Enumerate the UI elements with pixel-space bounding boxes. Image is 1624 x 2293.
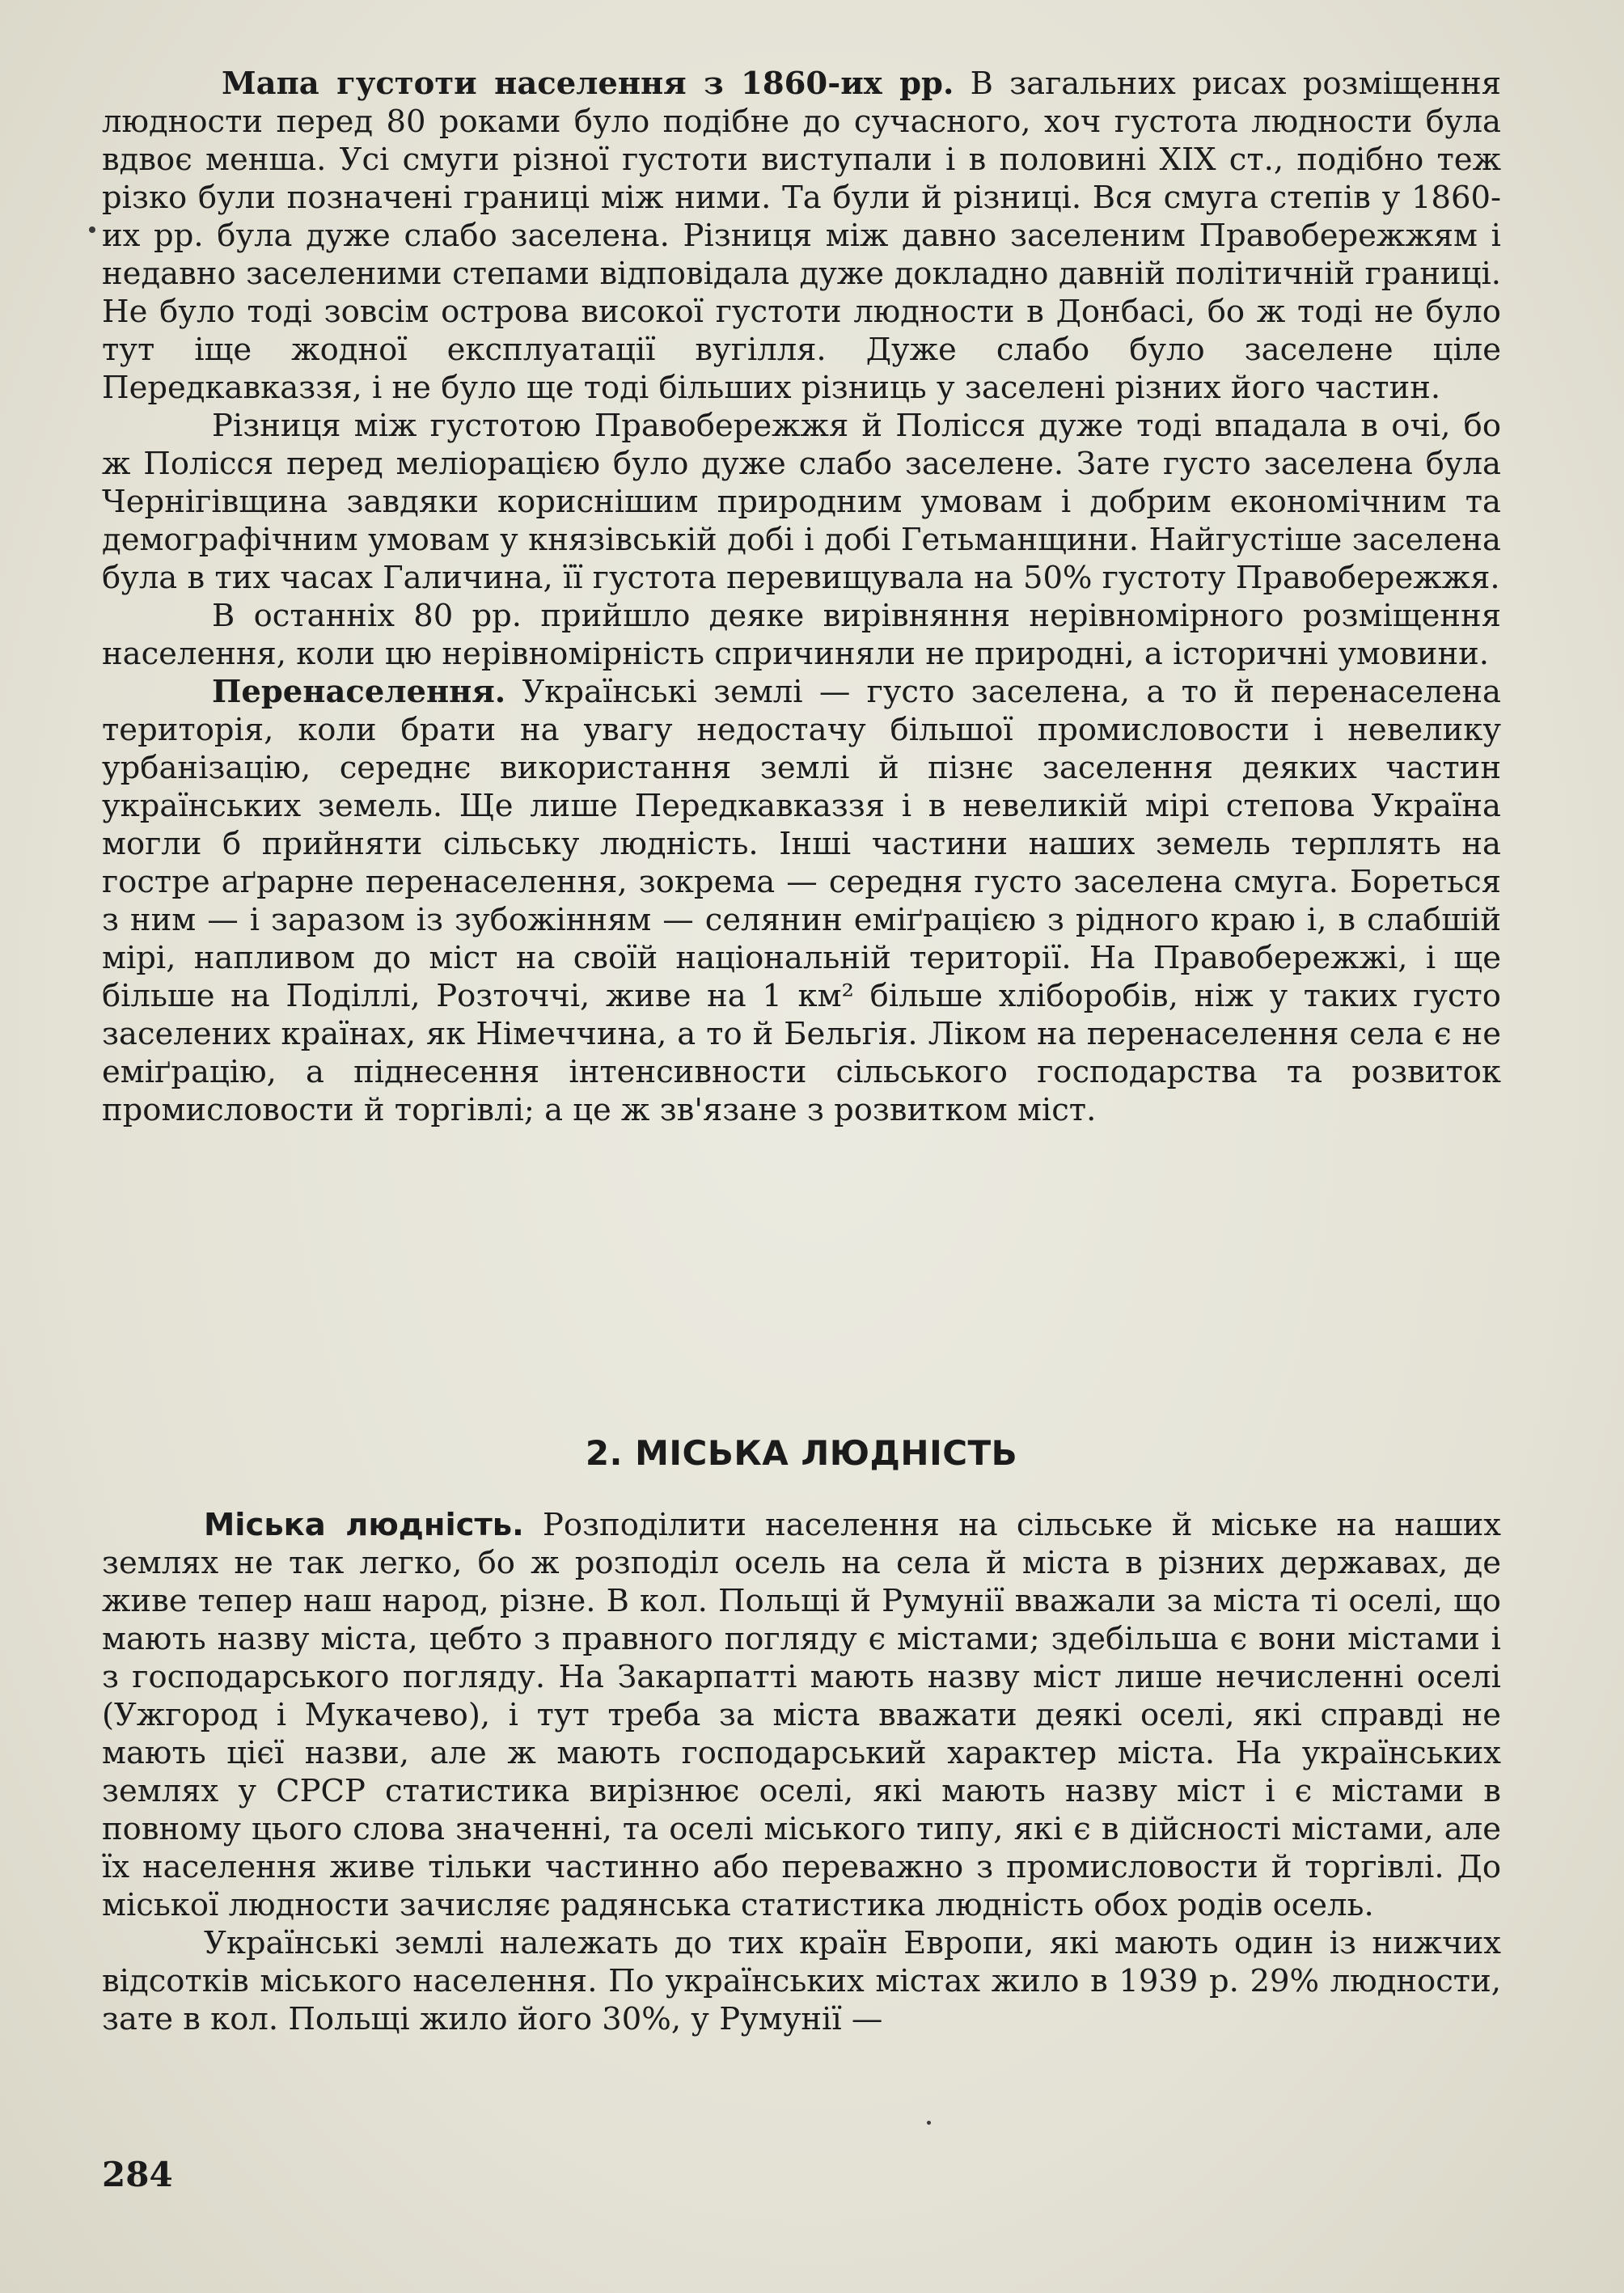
margin-mark [89,226,95,233]
paragraph-heading: Міська людність. [204,1507,524,1543]
section-1-text [102,65,1501,1129]
paragraph-heading: Перенаселення. [212,674,506,710]
paragraph-right-bank-polissia: Різниця між густотою Правобережжя й Полісся дуже тоді впадала в очі, бо ж Полісся перед меліорацією було дуже слабо заселене. Зате густо заселена була Чернігівщина завдяки кориснішим природним умовам і добрим економічним та демографічним умовам у князівській добі і добі Гетьманщини. Найгустіше заселена була в тих часах Галичина, її густота перевищувала на 50% густоту Правобережжя. [102,408,1501,596]
paragraph-population-density-map [102,65,1501,407]
paragraph-text: В загальних рисах розміщення людности перед 80 роками було подібне до сучасного, хоч густота людности була вдвоє менша. Усі смуги різної густоти виступали і в половині XIX ст., подібно теж різко були позначені границі між ними. Та були й різниці. Вся смуга степів у 1860-их рр. була дуже слабо заселена. Різниця між давно заселеним Правобережжям і недавно заселеними степами відповідала дуже докладно давній політичній границі. Не було тоді зовсім острова високої густоти людности в Донбасі, бо ж тоді не було тут іще жодної експлуатації вугілля. Дуже слабо було заселене ціле Передкавказзя, і не було ще тоді більших різниць у заселені різних його частин. [102,66,1502,406]
margin-mark [927,2121,931,2125]
section-title: 2. МІСЬКА ЛЮДНІСТЬ [585,1433,1018,1473]
page-number: 284 [102,2155,173,2194]
paragraph-text: Розподілити населення на сільське й міське на наших землях не так легко, бо ж розподіл осель на села й міста в різних державах, де живе тепер наш народ, різне. В кол. Польщі й Румунії вважали за міста ті оселі, що мають назву міста, цебто з правного погляду є містами; здебільша є вони містами і з господарського погляду. На Закарпатті мають назву міст лише нечисленні оселі (Ужгород і Мукачево), і тут треба за міста вважати деякі оселі, які справді не мають цієї назви, але ж мають господарський характер міста. На українських землях у СРСР статистика вирізнює оселі, які мають назву міст і є містами в повному цього слова значенні, та оселі міського типу, які є в дійсності містами, але їх населення живе тільки частинно або переважно з промисловости й торгівлі. До міської людности зачисляє радянська статистика людність обох родів осель. [102,1507,1501,1923]
paragraph-urban-percentage: Українські землі належать до тих країн Европи, які мають один із нижчих відсотків міського населення. По українських містах жило в 1939 р. 29% людности, зате в кол. Польщі жило його 30%, у Румунії — [102,1925,1501,2037]
paragraph-overpopulation [102,673,1501,1129]
paragraph-last-80-years: В останніх 80 рр. прийшло деяке вирівняння нерівномірного розміщення населення, коли цю нерівномірність спричиняли не природні, а історичні умовини. [102,598,1501,672]
paragraph-heading: Мапа густоти населення з 1860-их рр. [222,66,954,102]
paragraph-urban-population [102,1506,1501,1924]
section-2-text [102,1506,1501,2038]
paragraph-text: Українські землі — густо заселена, а то й перенаселена територія, коли брати на увагу недостачу більшої промисловости і невелику урбанізацію, середнє використання землі й пізнє заселення деяких частин українських земель. Ще лише Передкавказзя і в невеликій мірі степова Україна могли б прийняти сільську людність. Інші частини наших земель терплять на гостре аґрарне перенаселення, зокрема — середня густо заселена смуга. Бореться з ним — і заразом із зубожінням — селянин еміґрацією з рідного краю і, в слабшій мірі, напливом до міст на своїй національній території. На Правобережжі, і ще більше на Поділлі, Розточчі, живе на 1 км² більше хліборобів, ніж у таких густо заселених країнах, як Німеччина, а то й Бельгія. Ліком на перенаселення села є не еміґрацію, а піднесення інтенсивности сільського господарства та розвиток промисловости й торгівлі; а це ж зв'язане з розвитком міст. [102,674,1501,1128]
